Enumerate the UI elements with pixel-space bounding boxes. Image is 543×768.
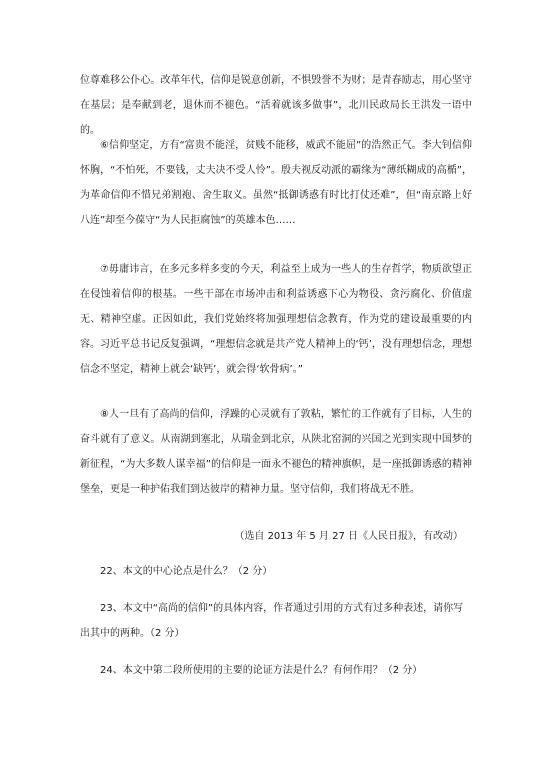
question-22: 22、本文的中心论点是什么？（2 分） [100, 566, 273, 577]
question-24: 24、本文中第二段所使用的主要的论证方法是什么？有何作用？（2 分） [100, 665, 423, 676]
paragraph-6: ⑥信仰坚定，方有“富贵不能淫，贫贱不能移，威武不能屈”的浩然正气。李大钊信仰怀胸，“不怕死，不要钱，丈夫决不受人怜”。殷夫视反动派的霸缘为“薄纸糊成的高楯”，为革命信仰不惜兄弟割袍、舍生取义。虽然“抵御诱惑有时比打仗还难”，但“南京路上好八连”却至今葆守“为人民拒腐蚀”的英雄本色…… [80, 140, 472, 226]
question-23: 23、本文中“高尚的信仰”的具体内容，作者通过引用的方式有过多种表述，请你写出其中的两种。（2 分） [80, 603, 464, 639]
paragraph-7: ⑦毋庸讳言，在多元多样多变的今天，利益至上成为一些人的生存哲学，物质欲望正在侵蚀着信仰的根基。一些干部在市场冲击和利益诱惑下心为物役、贪污腐化、价值虚无、精神空虚。正因如此，我们党始终将加强理想信念教育，作为党的建设最重要的内容。习近平总书记反复强调，“理想信念就是共产党人精神上的‘钙’，没有理想信念，理想信念不坚定，精神上就会‘缺钙’，就会得‘软骨病’。” [80, 264, 472, 375]
paragraph-8: ⑧人一旦有了高尚的信仰，浮躁的心灵就有了敦粘，繁忙的工作就有了目标，人生的奋斗就有了意义。从南湖到塞北，从瑞金到北京，从陕北窑洞的兴国之光到实现中国梦的新征程，“为大多数人谋幸福”的信仰是一面永不褪色的精神旗帜，是一座抵御诱惑的精神堡垒，更是一种护佑我们到达彼岸的精神力量。坚守信仰，我们将战无不胜。 [80, 409, 472, 495]
paragraph-5-continuation: 位尊难移公仆心。改革年代，信仰是锐意创新，不惧毁誉不为财；是青春励志，用心坚守在基层；是奉献到老，退休而不褪色。“活着就该多做事”，北川民政局长王洪发一语中的。 [80, 75, 472, 136]
source-citation: （选自 2013 年 5 月 27 日《人民日报》，有改动） [234, 531, 463, 542]
